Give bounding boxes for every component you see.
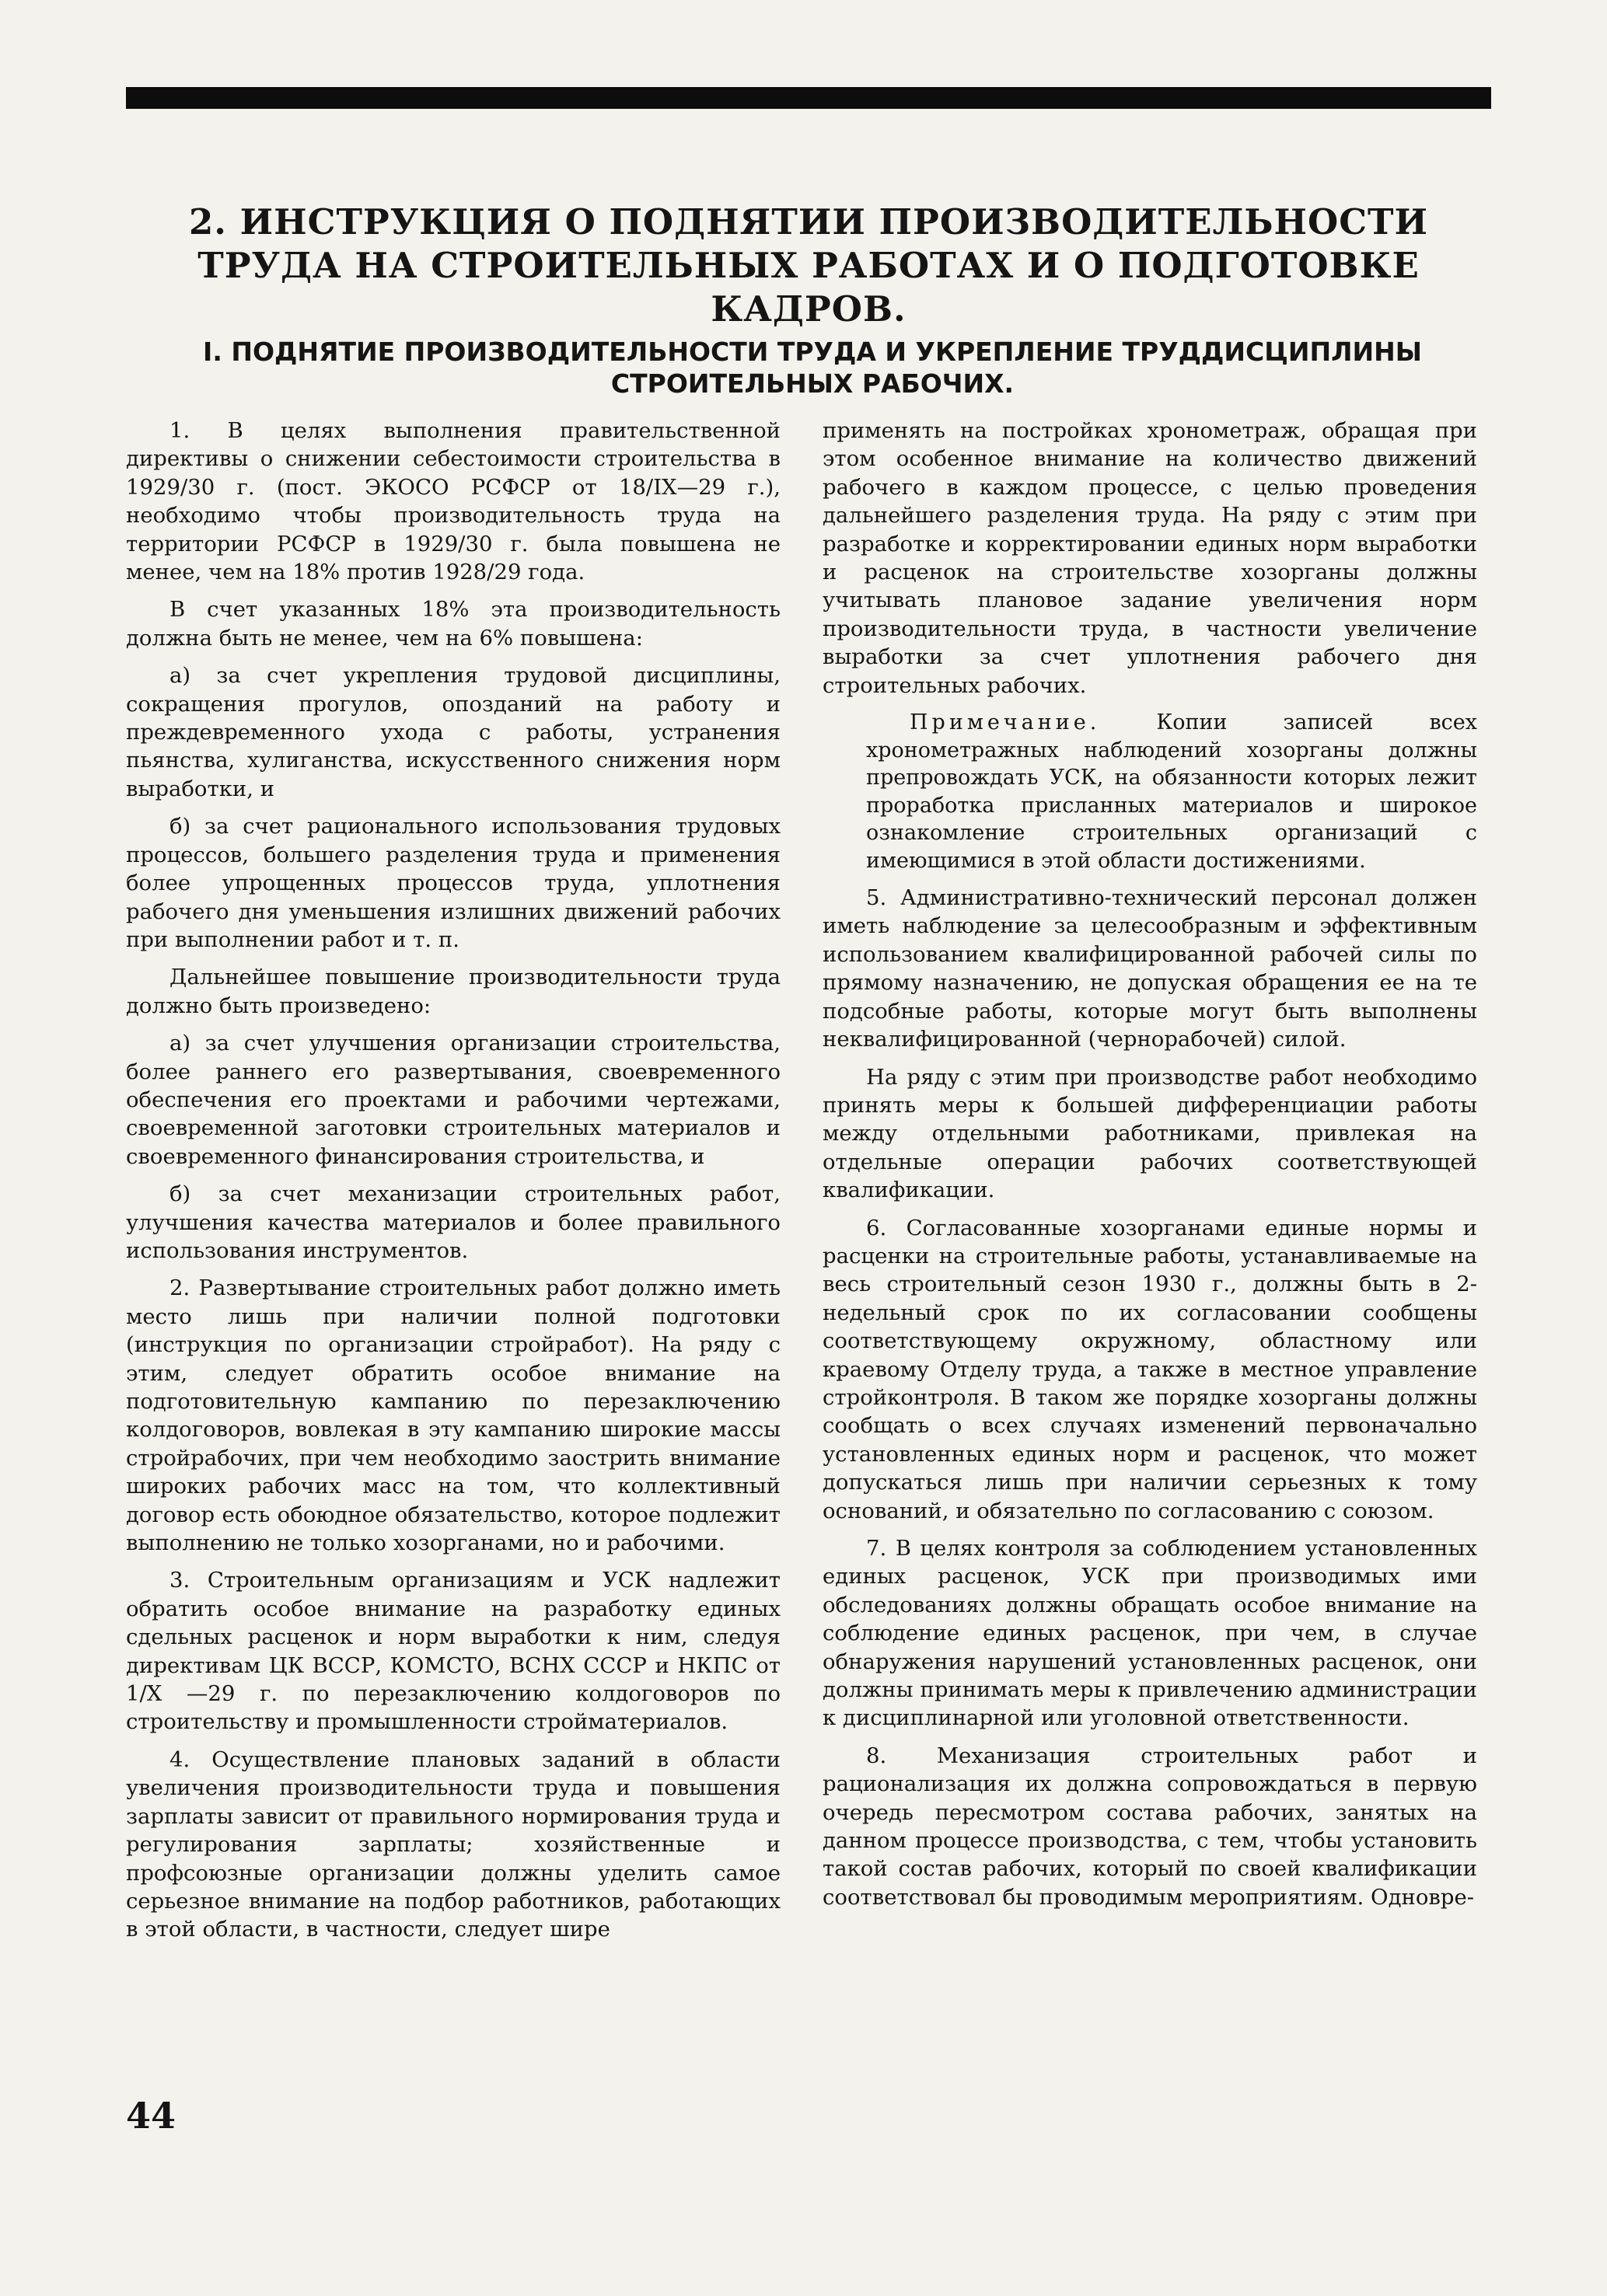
chapter-title: 2. ИНСТРУКЦИЯ О ПОДНЯТИИ ПРОИЗВОДИТЕЛЬНОСТИ ТРУДА НА СТРОИТЕЛЬНЫХ РАБОТАХ И О ПОДГОТОВКЕ КАДРОВ.: [188, 201, 1429, 330]
paragraph-1-continuation: В счет указанных 18% эта производительность должна быть не менее, чем на 6% повышена:: [126, 597, 781, 651]
paragraph-1-item-b: б) за счет рационального использования трудовых процессов, большего разделения труда и применения более упрощенных процессов труда, уплотнения рабочего дня уменьшения излишних движений рабочих при выполнении работ и т. п.: [126, 814, 781, 952]
note: [866, 709, 1477, 874]
page-number: 44: [126, 2095, 176, 2137]
paragraph-4-continuation: применять на постройках хронометраж, обращая при этом особенное внимание на количество движений рабочего в каждом процессе, с целью проведения дальнейшего разделения труда. На ряду с этим при разработке и корректировании единых норм выработки и расценок на строительстве хозорганы должны учитывать плановое задание увеличения норм производительности труда, в частности увеличение выработки за счет уплотнения рабочего дня строительных рабочих.: [823, 418, 1477, 698]
paragraph-5: 5. Административно-технический персонал должен иметь наблюдение за целесообразным и эффективным использованием квалифицированной рабочей силы по прямому назначению, не допуская обращения ее на те подсобные работы, которые могут быть выполнены неквалифицированной (чернорабочей) силой.: [823, 885, 1477, 1052]
paragraph-3: 3. Строительным организациям и УСК надлежит обратить особое внимание на разработку единых сдельных расценок и норм выработки к ним, следуя директивам ЦК ВССР, КОМСТО, ВСНХ СССР и НКПС от 1/Х —29 г. по перезаключению колдоговоров по строительству и промышленности стройматериалов.: [126, 1568, 781, 1735]
note-text: Копии записей всех хронометражных наблюдений хозорганы должны препровождать УСК, на обязанности которых лежит проработка присланных материалов и широкое ознакомление строительных организаций с имеющимися в этой области достижениями.: [866, 710, 1477, 873]
note-label: Примечание.: [910, 710, 1101, 735]
paragraph-1-item-a: а) за счет укрепления трудовой дисциплины, сокращения прогулов, опозданий на работу и преждевременного ухода с работы, устранения пьянства, хулиганства, искусственного снижения норм выработки, и: [126, 663, 781, 801]
paragraph-1-further: Дальнейшее повышение производительности труда должно быть произведено:: [126, 965, 781, 1018]
paragraph-5-continuation: На ряду с этим при производстве работ необходимо принять меры к большей дифференциации работы между отдельными работниками, привлекая на отдельные операции рабочих соответствующей квалификации.: [823, 1064, 1477, 1203]
right-column: [823, 417, 1477, 1921]
paragraph-1-further-item-b: б) за счет механизации строительных работ, улучшения качества материалов и более правильного использования инструментов.: [126, 1181, 781, 1263]
paragraph-6: 6. Согласованные хозорганами единые нормы и расценки на строительные работы, устанавливаемые на весь строительный сезон 1930 г., должны быть в 2-недельный срок по их согласовании сообщены соответствующему окружному, областному или краевому Отделу труда, а также в местное управление стройконтроля. В таком же порядке хозорганы должны сообщать о всех случаях изменений первоначально установленных единых норм и расценок, что может допускаться лишь при наличии серьезных к тому оснований, и обязательно по согласованию с союзом.: [823, 1215, 1477, 1523]
paragraph-1: 1. В целях выполнения правительственной директивы о снижении себестоимости строительства в 1929/30 г. (пост. ЭКОСО РСФСР от 18/IX—29 г.), необходимо чтобы производительность труда на территории РСФСР в 1929/30 г. была повышена не менее, чем на 18% против 1928/29 года.: [126, 418, 781, 585]
paragraph-8: 8. Механизация строительных работ и рационализация их должна сопровождаться в первую очередь пересмотром состава рабочих, занятых на данном процессе производства, с тем, чтобы установить такой состав рабочих, который по своей квалификации соответствовал бы проводимым мероприятиям. Одновре-: [823, 1743, 1477, 1910]
paragraph-1-further-item-a: а) за счет улучшения организации строительства, более раннего его развертывания, своевременного обеспечения его проектами и рабочими чертежами, своевременной заготовки строительных материалов и своевременного финансирования строительства, и: [126, 1031, 781, 1169]
paragraph-4: 4. Осуществление плановых заданий в области увеличения производительности труда и повышения зарплаты зависит от правильного нормирования труда и регулирования зарплаты; хозяйственные и профсоюзные организации должны уделить самое серьезное внимание на подбор работников, работающих в этой области, в частности, следует шире: [126, 1746, 781, 1942]
header-rule: [126, 87, 1491, 109]
section-title: I. ПОДНЯТИЕ ПРОИЗВОДИТЕЛЬНОСТИ ТРУДА И УКРЕПЛЕНИЕ ТРУДДИСЦИПЛИНЫ СТРОИТЕЛЬНЫХ РАБОЧИХ.: [203, 337, 1422, 399]
paragraph-7: 7. В целях контроля за соблюдением установленных единых расценок, УСК при производимых ими обследованиях должны обращать особое внимание на соблюдение единых расценок, при чем, в случае обнаружения нарушений установленных расценок, они должны принимать меры к привлечению администрации к дисциплинарной или уголовной ответственности.: [823, 1536, 1477, 1731]
left-column: [126, 417, 781, 1953]
paragraph-2: 2. Развертывание строительных работ должно иметь место лишь при наличии полной подготовки (инструкция по организации стройработ). На ряду с этим, следует обратить особое внимание на подготовительную кампанию по перезаключению колдоговоров, вовлекая в эту кампанию широкие массы стройрабочих, при чем необходимо заострить внимание широких рабочих масс на том, что коллективный договор есть обоюдное обязательство, которое подлежит выполнению не только хозорганами, но и рабочими.: [126, 1275, 781, 1556]
